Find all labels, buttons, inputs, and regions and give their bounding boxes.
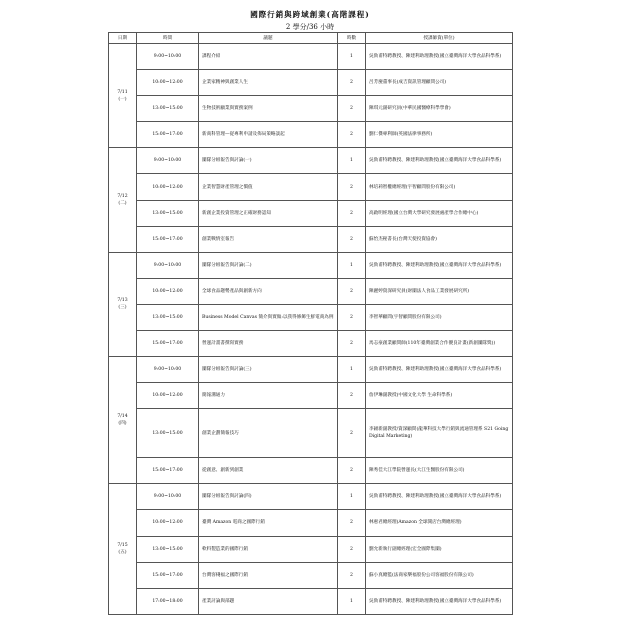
table-row: [109, 252, 513, 278]
hours-cell: 2: [338, 458, 366, 484]
hours-cell: 2: [338, 536, 366, 562]
date-cell: [109, 252, 137, 356]
table-row: [109, 44, 513, 70]
time-cell: 9:00~10:00: [137, 148, 199, 174]
time-cell: 10:00~12:00: [137, 70, 199, 96]
topic-cell: 簡報溝通力: [199, 383, 338, 409]
hours-cell: 1: [338, 357, 366, 383]
teacher-cell: 劉允新執行副總經理(宏全國際集團): [366, 536, 513, 562]
teacher-cell: 陳秀佳大江學院營運長(大江生醫股份有限公司): [366, 458, 513, 484]
header-date: 日期: [109, 33, 137, 44]
date-label: 7/12: [117, 194, 128, 200]
teacher-cell: 吳勁甫特聘教授、陳建利助理教授(國立臺灣海洋大學食品科學系): [366, 252, 513, 278]
header-time: 時間: [137, 33, 199, 44]
hours-cell: 2: [338, 510, 366, 536]
date-cell: [109, 357, 137, 484]
header-hours: 時數: [338, 33, 366, 44]
teacher-cell: 林惠君總經理(Amazon 全球開店台灣總經理): [366, 510, 513, 536]
date-label: 7/14: [117, 414, 128, 420]
hours-cell: 2: [338, 409, 366, 458]
teacher-cell: 呂芳慶董事長(成吉資訊管理顧問公司): [366, 70, 513, 96]
date-label: 7/15: [117, 543, 128, 549]
topic-cell: 臺灣 Amazon 電商之國際行銷: [199, 510, 338, 536]
table-row: [109, 331, 513, 357]
topic-cell: 企業家精神與創業人生: [199, 70, 338, 96]
topic-cell: 創業戰情室報告: [199, 226, 338, 252]
table-row: [109, 383, 513, 409]
teacher-cell: 詹伊琳副教授(中國文化大學 生命科學系): [366, 383, 513, 409]
hours-cell: 2: [338, 226, 366, 252]
time-cell: 10:00~12:00: [137, 383, 199, 409]
weekday-label: (五): [118, 550, 127, 556]
teacher-cell: 李智華顧問(宇智顧問股份有限公司): [366, 304, 513, 330]
topic-cell: 團隊分組報告與討論(二): [199, 252, 338, 278]
hours-cell: 1: [338, 44, 366, 70]
date-label: 7/11: [117, 89, 128, 95]
header-topic: 議題: [199, 33, 338, 44]
time-cell: 15:00~17:00: [137, 331, 199, 357]
table-row: [109, 200, 513, 226]
teacher-cell: 陳琪元副研究員(中華民國醫療科學學會): [366, 96, 513, 122]
time-cell: 13:00~15:00: [137, 536, 199, 562]
topic-cell: 團隊分組報告與討論(一): [199, 148, 338, 174]
topic-cell: 企業智慧財產管理之價值: [199, 174, 338, 200]
table-row: [109, 562, 513, 588]
hours-cell: 2: [338, 122, 366, 148]
time-cell: 15:00~17:00: [137, 458, 199, 484]
time-cell: 9:00~10:00: [137, 357, 199, 383]
weekday-label: (二): [118, 201, 127, 207]
page-title: 國際行銷與跨域創業(高階課程): [250, 10, 370, 19]
time-cell: 9:00~10:00: [137, 252, 199, 278]
time-cell: 10:00~12:00: [137, 278, 199, 304]
table-row: [109, 536, 513, 562]
table-row: [109, 458, 513, 484]
time-cell: 15:00~17:00: [137, 122, 199, 148]
hours-cell: 1: [338, 148, 366, 174]
date-cell: [109, 484, 137, 615]
topic-cell: Business Model Canvas 簡介與實做:以我得修飾生鮮電商為例: [199, 304, 338, 330]
table-row: [109, 304, 513, 330]
hours-cell: 2: [338, 278, 366, 304]
hours-cell: 2: [338, 304, 366, 330]
hours-cell: 1: [338, 252, 366, 278]
table-row: [109, 174, 513, 200]
time-cell: 17:00~18:00: [137, 588, 199, 614]
date-cell: [109, 44, 137, 148]
table-row: [109, 226, 513, 252]
teacher-cell: 吳勁甫特聘教授、陳建利助理教授(國立臺灣海洋大學食品科學系): [366, 148, 513, 174]
topic-cell: 創業企劃簡報技巧: [199, 409, 338, 458]
time-cell: 9:00~10:00: [137, 44, 199, 70]
table-row: [109, 70, 513, 96]
hours-cell: 2: [338, 96, 366, 122]
topic-cell: 軟料製造業的國際行銷: [199, 536, 338, 562]
hours-cell: 2: [338, 331, 366, 357]
hours-cell: 2: [338, 174, 366, 200]
topic-cell: 團隊分組報告與討論(四): [199, 484, 338, 510]
topic-cell: 新商科管理—從專利申請及佈局策略談起: [199, 122, 338, 148]
teacher-cell: 蘇怡杰秘書長(台灣天使投資協會): [366, 226, 513, 252]
weekday-label: (一): [118, 96, 127, 102]
teacher-cell: 吳勁甫特聘教授、陳建利助理教授(國立臺灣海洋大學食品科學系): [366, 357, 513, 383]
topic-cell: 營運計畫書撰寫實務: [199, 331, 338, 357]
teacher-cell: 高啟明經理(國立台灣大學研究發展處產學合作總中心): [366, 200, 513, 226]
table-row: [109, 278, 513, 304]
time-cell: 13:00~15:00: [137, 304, 199, 330]
header-row: [109, 33, 513, 44]
table-row: [109, 148, 513, 174]
hours-cell: 2: [338, 562, 366, 588]
schedule-body: [109, 44, 513, 615]
table-row: [109, 409, 513, 458]
teacher-cell: 劉仁傑專利師(英國法律事務所): [366, 122, 513, 148]
hours-cell: 2: [338, 383, 366, 409]
teacher-cell: 陳麗婷資深研究員(財團法人食品工業發展研究所): [366, 278, 513, 304]
page-subtitle: 2 學分/36 小時: [285, 23, 335, 31]
teacher-cell: 林培莉智權總經理(宇智顧問股份有限公司): [366, 174, 513, 200]
date-cell: [109, 148, 137, 252]
hours-cell: 1: [338, 588, 366, 614]
time-cell: 10:00~12:00: [137, 174, 199, 200]
topic-cell: 團隊分組報告與討論(三): [199, 357, 338, 383]
table-row: [109, 122, 513, 148]
table-row: [109, 510, 513, 536]
time-cell: 9:00~10:00: [137, 484, 199, 510]
hours-cell: 2: [338, 200, 366, 226]
time-cell: 13:00~15:00: [137, 409, 199, 458]
table-row: [109, 588, 513, 614]
table-row: [109, 484, 513, 510]
teacher-cell: 李穎新副教授/資深顧問(龍華科技大學行銷與流通管理系 S21 Going Digital Marketing): [366, 409, 513, 458]
teacher-cell: 吳勁甫特聘教授、陳建利助理教授(國立臺灣海洋大學食品科學系): [366, 588, 513, 614]
time-cell: 10:00~12:00: [137, 510, 199, 536]
topic-cell: 台灣客棧福之國際行銷: [199, 562, 338, 588]
hours-cell: 1: [338, 484, 366, 510]
teacher-cell: 吳勁甫特聘教授、陳建利助理教授(國立臺灣海洋大學食品科學系): [366, 484, 513, 510]
weekday-label: (三): [118, 305, 127, 311]
time-cell: 15:00~17:00: [137, 562, 199, 588]
teacher-cell: 吳勁甫特聘教授、陳建利助理教授(國立臺灣海洋大學食品科學系): [366, 44, 513, 70]
topic-cell: 新創企業投資管理之正確財務認知: [199, 200, 338, 226]
date-label: 7/13: [117, 298, 128, 304]
hours-cell: 2: [338, 70, 366, 96]
topic-cell: 生物技術顧業與實務案例: [199, 96, 338, 122]
time-cell: 15:00~17:00: [137, 226, 199, 252]
topic-cell: 全球食品趨勢產品與創新方向: [199, 278, 338, 304]
teacher-cell: 蘇小真總監(法商家樂福股份公司客福股份有限公司): [366, 562, 513, 588]
schedule-table: [108, 32, 513, 615]
table-row: [109, 357, 513, 383]
topic-cell: 從創意、創新到創業: [199, 458, 338, 484]
header-teacher: 授課師資(單位): [366, 33, 513, 44]
topic-cell: 產業討論與部題: [199, 588, 338, 614]
topic-cell: 課程介紹: [199, 44, 338, 70]
time-cell: 13:00~15:00: [137, 200, 199, 226]
teacher-cell: 馬志豪創業顧問師(110年臺灣創業合作優良計畫(新創團隊獎)): [366, 331, 513, 357]
time-cell: 13:00~15:00: [137, 96, 199, 122]
table-row: [109, 96, 513, 122]
weekday-label: (四): [118, 421, 127, 427]
schedule-header: [109, 33, 513, 44]
